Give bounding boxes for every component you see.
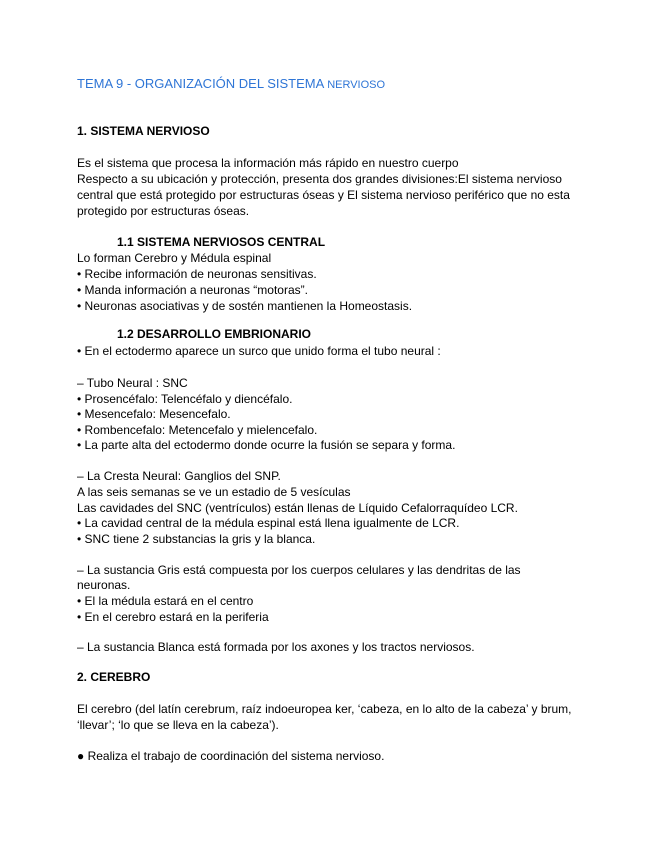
list-item: • Prosencéfalo: Telencéfalo y diencéfalo. bbox=[77, 392, 293, 406]
paragraph-line: Es el sistema que procesa la información más rápido en nuestro cuerpo bbox=[77, 156, 459, 170]
list-item: • Rombencefalo: Metencefalo y mielencefalo. bbox=[77, 423, 318, 437]
list-item: • En el cerebro estará en la periferia bbox=[77, 610, 269, 624]
paragraph-line: protegido por estructuras óseas. bbox=[77, 204, 250, 218]
list-item: – La Cresta Neural: Ganglios del SNP. bbox=[77, 469, 281, 483]
paragraph-line: Respecto a su ubicación y protección, presenta dos grandes divisiones:El sistema nervioso bbox=[77, 172, 562, 186]
list-item: – La sustancia Gris está compuesta por los cuerpos celulares y las dendritas de las bbox=[77, 563, 521, 577]
section-2-heading: 2. CEREBRO bbox=[77, 670, 151, 684]
list-item: • Recibe información de neuronas sensitivas. bbox=[77, 267, 317, 281]
paragraph-line: central que está protegido por estructuras óseas y El sistema nervioso periférico que no esta bbox=[77, 188, 570, 202]
title-small-caps: NERVIOSO bbox=[327, 79, 386, 91]
list-item: • Manda información a neuronas “motoras”. bbox=[77, 283, 308, 297]
paragraph-line: ‘llevar’; ‘lo que se lleva en la cabeza’). bbox=[77, 718, 279, 732]
list-item: • SNC tiene 2 substancias la gris y la blanca. bbox=[77, 532, 316, 546]
list-item: – La sustancia Blanca está formada por los axones y los tractos nerviosos. bbox=[77, 640, 475, 654]
paragraph-line: El cerebro (del latín cerebrum, raíz indoeuropea ker, ‘cabeza, en lo alto de la cabeza’ y brum, bbox=[77, 702, 572, 716]
section-1-heading: 1. SISTEMA NERVIOSO bbox=[77, 124, 210, 138]
list-item: • Mesencefalo: Mesencefalo. bbox=[77, 407, 231, 421]
section-1-2-heading: 1.2 DESARROLLO EMBRIONARIO bbox=[117, 327, 312, 341]
section-1-1-heading: 1.1 SISTEMA NERVIOSOS CENTRAL bbox=[117, 235, 326, 249]
paragraph-line: A las seis semanas se ve un estadio de 5 vesículas bbox=[77, 485, 351, 499]
list-item: • En el ectodermo aparece un surco que unido forma el tubo neural : bbox=[77, 344, 441, 358]
paragraph-line: neuronas. bbox=[77, 578, 131, 592]
list-item: – Tubo Neural : SNC bbox=[77, 376, 188, 390]
list-item: ● Realiza el trabajo de coordinación del sistema nervioso. bbox=[77, 749, 385, 763]
paragraph-line: Lo forman Cerebro y Médula espinal bbox=[77, 251, 272, 265]
list-item: • El la médula estará en el centro bbox=[77, 594, 254, 608]
list-item: • La parte alta del ectodermo donde ocurre la fusión se separa y forma. bbox=[77, 438, 456, 452]
document-title bbox=[77, 76, 385, 91]
list-item: • La cavidad central de la médula espinal está llena igualmente de LCR. bbox=[77, 516, 460, 530]
paragraph-line: Las cavidades del SNC (ventrículos) están llenas de Líquido Cefalorraquídeo LCR. bbox=[77, 501, 518, 515]
list-item: • Neuronas asociativas y de sostén mantienen la Homeostasis. bbox=[77, 299, 413, 313]
title-text: TEMA 9 - ORGANIZACIÓN DEL SISTEMA bbox=[77, 76, 328, 91]
